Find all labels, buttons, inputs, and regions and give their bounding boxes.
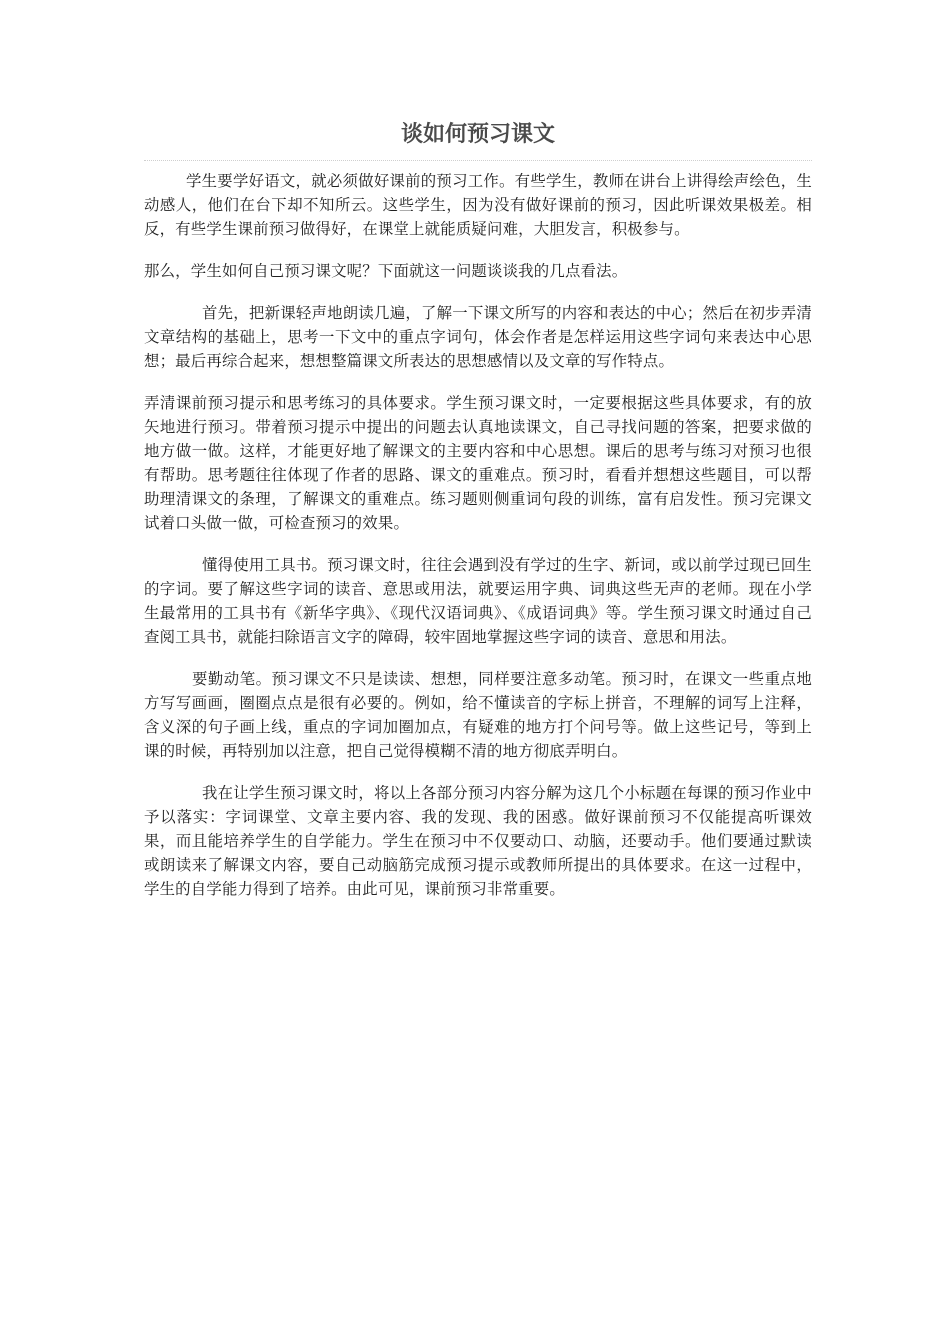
paragraph-conclusion: 我在让学生预习课文时，将以上各部分预习内容分解为这几个小标题在每课的预习作业中予以落实：字词课堂、文章主要内容、我的发现、我的困惑。做好课前预习不仅能提高听课效果，而且能培养学生的自学能力。学生在预习中不仅要动口、动脑，还要动手。他们要通过默读或朗读来了解课文内容，要自己动脑筋完成预习提示或教师所提出的具体要求。在这一过程中，学生的自学能力得到了培养。由此可见，课前预习非常重要。 [144,784,812,898]
title-divider [144,160,812,161]
paragraph-question: 那么，学生如何自己预习课文呢？下面就这一问题谈谈我的几点看法。 [144,262,628,280]
paragraph-read-aloud: 首先，把新课轻声地朗读几遍，了解一下课文所写的内容和表达的中心；然后在初步弄清文章结构的基础上，思考一下文中的重点字词句，体会作者是怎样运用这些字词句来表达中心思想；最后再综合起来，想想整篇课文所表达的思想感情以及文章的写作特点。 [144,304,812,370]
paragraph-intro: 学生要学好语文，就必须做好课前的预习工作。有些学生，教师在讲台上讲得绘声绘色，生动感人，他们在台下却不知所云。这些学生，因为没有做好课前的预习，因此听课效果极差。相反，有些学生课前预习做得好，在课堂上就能质疑问难，大胆发言，积极参与。 [144,172,812,238]
paragraph-requirements: 弄清课前预习提示和思考练习的具体要求。学生预习课文时，一定要根据这些具体要求，有的放矢地进行预习。带着预习提示中提出的问题去认真地读课文，自己寻找问题的答案，把要求做的地方做一做。这样，才能更好地了解课文的主要内容和中心思想。课后的思考与练习对预习也很有帮助。思考题往往体现了作者的思路、课文的重难点。预习时，看看并想想这些题目，可以帮助理清课文的条理，了解课文的重难点。练习题则侧重词句段的训练，富有启发性。预习完课文试着口头做一做，可检查预习的效果。 [144,394,812,532]
document-title: 谈如何预习课文 [400,122,555,147]
paragraph-reference-books: 懂得使用工具书。预习课文时，往往会遇到没有学过的生字、新词，或以前学过现已回生的字词。要了解这些字词的读音、意思或用法，就要运用字典、词典这些无声的老师。现在小学生最常用的工具书有《新华字典》、《现代汉语词典》、《成语词典》等。学生预习课文时通过自己查阅工具书，就能扫除语言文字的障碍，较牢固地掌握这些字词的读音、意思和用法。 [144,556,812,646]
paragraph-take-notes: 要勤动笔。预习课文不只是读读、想想，同样要注意多动笔。预习时，在课文一些重点地方写写画画，圈圈点点是很有必要的。例如，给不懂读音的字标上拼音，不理解的词写上注释，含义深的句子画上线，重点的字词加圈加点，有疑难的地方打个问号等。做上这些记号，等到上课的时候，再特别加以注意，把自己觉得模糊不清的地方彻底弄明白。 [144,670,812,760]
document-page [144,118,812,919]
